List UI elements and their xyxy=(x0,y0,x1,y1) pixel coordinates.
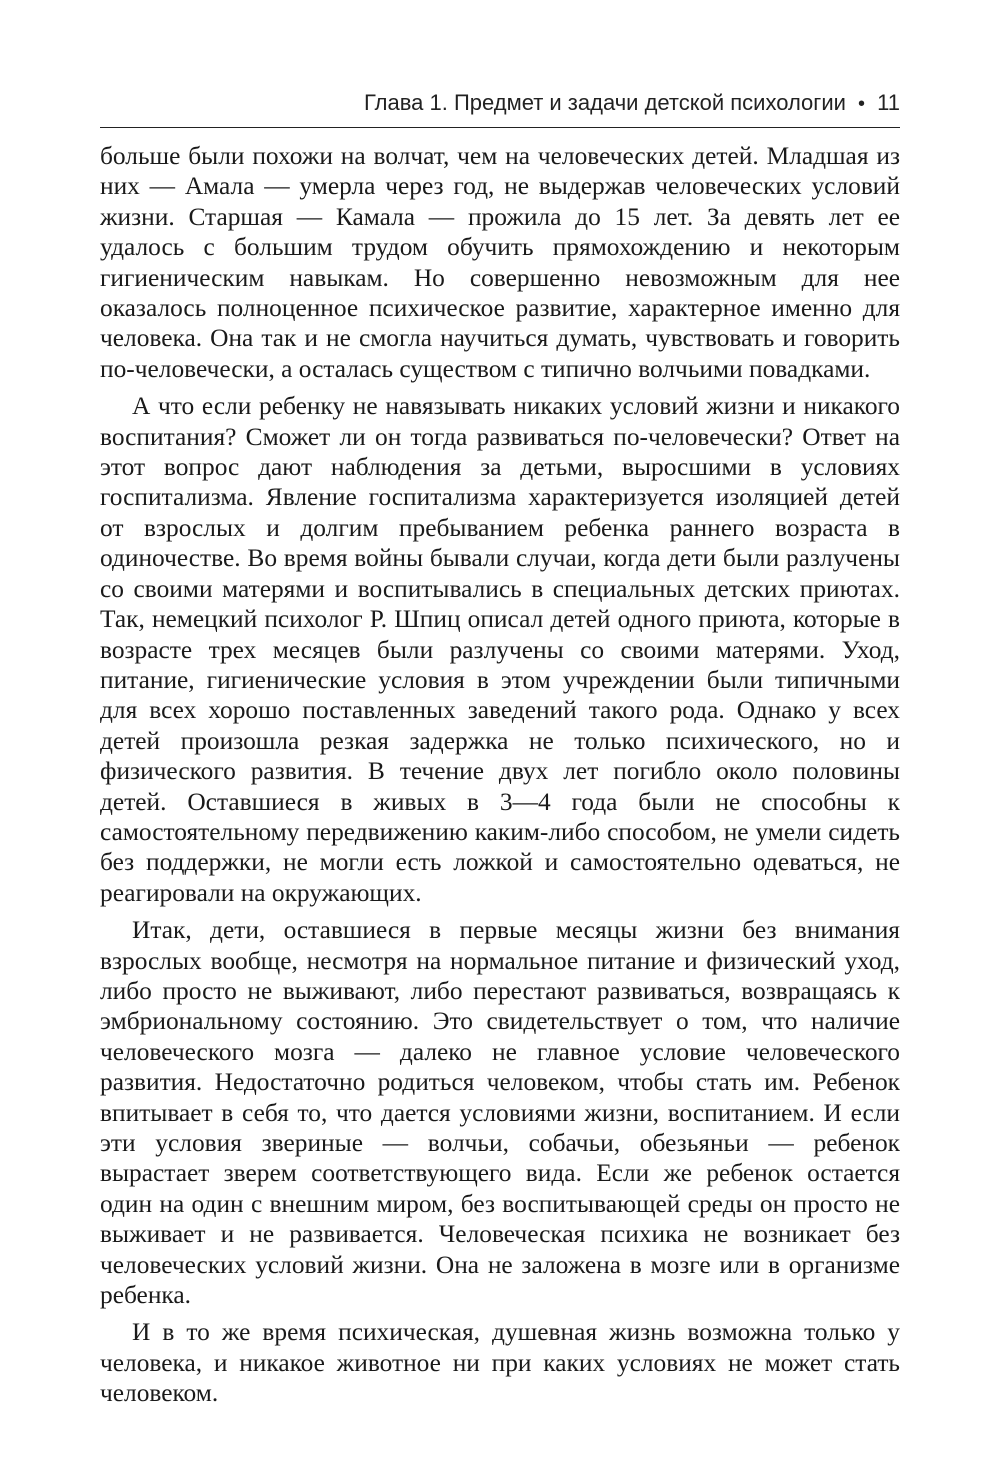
paragraph-conclusion: Итак, дети, оставшиеся в первые месяцы жизни без внимания взрослых вообще, несмотря на нормальное питание и физический уход, либо просто не выживают, либо перестают развиваться, возвращаясь к эмбриональному состоянию. Это свидетельствует о том, что наличие человеческого мозга — далеко не главное условие человеческого развития. Недостаточно родиться человеком, чтобы стать им. Ребенок впитывает в себя то, что дается условиями жизни, воспитанием. И если эти условия звериные — волчьи, собачьи, обезьяньи — ребенок вырастает зверем соответствующего вида. Если же ребенок остается один на один с внешним миром, без воспитывающей среды он просто не выживает и не развивается. Человеческая психика не возникает без человеческих условий жизни. Она не заложена в мозге или в организме ребенка. xyxy=(100,916,900,1310)
running-header xyxy=(100,88,900,128)
paragraph-continuation: больше были похожи на волчат, чем на человеческих детей. Младшая из них — Амала — умерла через год, не выдержав человеческих условий жизни. Старшая — Камала — прожила до 15 лет. За девять лет ее удалось с большим трудом обучить прямохождению и некоторым гигиеническим навыкам. Но совершенно невозможным для нее оказалось полноценное психическое развитие, характерное именно для человека. Она так и не смогла научиться думать, чувствовать и говорить по-человечески, а осталась существом с типично волчьими повадками. xyxy=(100,142,900,383)
page-number: 11 xyxy=(877,90,900,115)
body-text xyxy=(100,141,900,1416)
paragraph-hospitalism: А что если ребенку не навязывать никаких условий жизни и никакого воспитания? Сможет ли он тогда развиваться по-человечески? Ответ на этот вопрос дают наблюдения за детьми, выросшими в условиях госпитализма. Явление госпитализма характеризуется изоляцией детей от взрослых и долгим пребыванием ребенка раннего возраста в одиночестве. Во время войны бывали случаи, когда дети были разлучены со своими матерями и воспитывались в специальных детских приютах. Так, немецкий психолог Р. Шпиц описал детей одного приюта, которые в возрасте трех месяцев были разлучены со своими матерями. Уход, питание, гигиенические условия в этом учреждении были типичными для всех хорошо поставленных заведений такого рода. Однако у всех детей произошла резкая задержка не только психического, но и физического развития. В течение двух лет погибло около половины детей. Оставшиеся в живых в 3—4 года были не способны к самостоятельному передвижению каким-либо способом, не умели сидеть без поддержки, не могли есть ложкой и самостоятельно одеваться, не реагировали на окружающих. xyxy=(100,392,900,907)
paragraph-final: И в то же время психическая, душевная жизнь возможна только у человека, и никакое животное ни при каких условиях не может стать человеком. xyxy=(100,1318,900,1408)
chapter-title: Глава 1. Предмет и задачи детской психологии xyxy=(363,90,846,115)
header-separator: • xyxy=(858,93,866,115)
